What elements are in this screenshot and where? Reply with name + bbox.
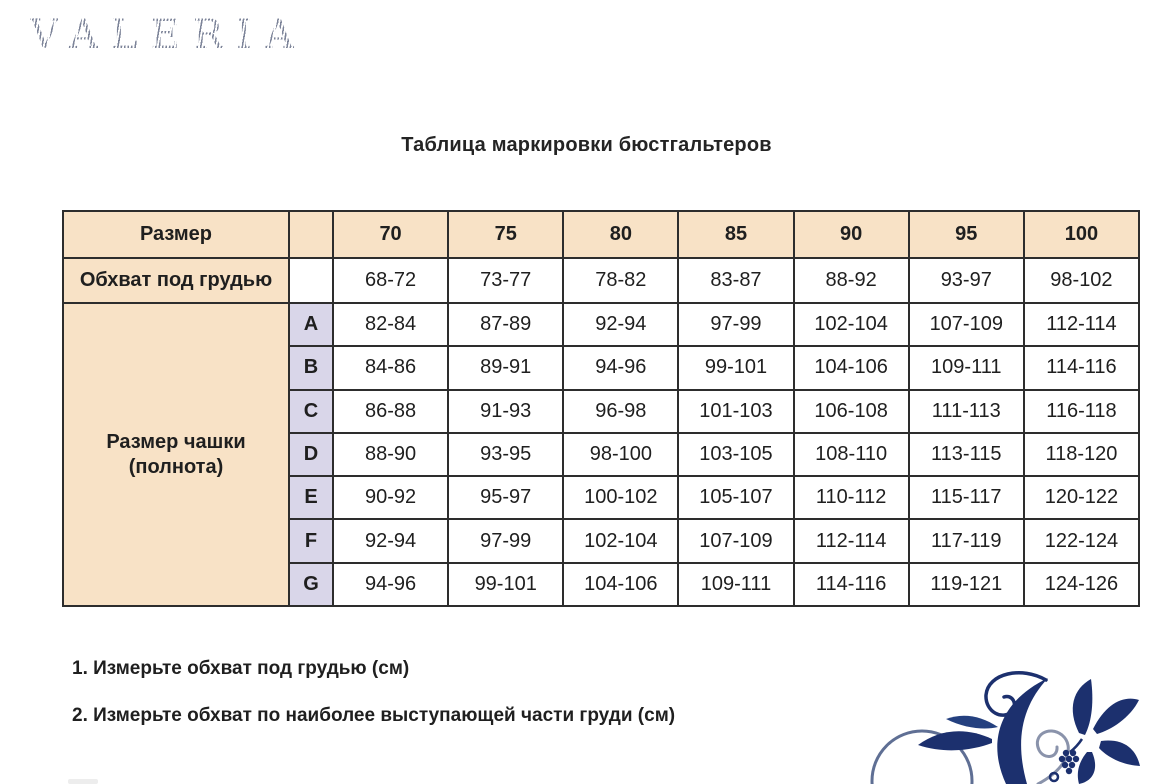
table-row-cup-A (63, 303, 1139, 346)
measurement-cell: 112-114 (794, 519, 909, 562)
underbust-cell: 78-82 (563, 258, 678, 303)
measurement-cell: 120-122 (1024, 476, 1139, 519)
measurement-cell: 104-106 (563, 563, 678, 606)
measurement-cell: 89-91 (448, 346, 563, 389)
measurement-cell: 114-116 (794, 563, 909, 606)
brand-logo: VALERIA (30, 12, 307, 58)
underbust-cell: 88-92 (794, 258, 909, 303)
measurement-cell: 108-110 (794, 433, 909, 476)
cup-letter-cell: B (289, 346, 333, 389)
measurement-cell: 86-88 (333, 390, 448, 433)
measurement-cell: 99-101 (678, 346, 793, 389)
measurement-cell: 92-94 (563, 303, 678, 346)
row-label-cup (63, 303, 289, 606)
measurement-cell: 98-100 (563, 433, 678, 476)
measurement-cell: 104-106 (794, 346, 909, 389)
empty-cell (289, 258, 333, 303)
size-chart-table (62, 210, 1140, 607)
cropped-text-artifact (68, 779, 98, 784)
measurement-cell: 113-115 (909, 433, 1024, 476)
size-column-header: 80 (563, 211, 678, 258)
measurement-cell: 94-96 (563, 346, 678, 389)
measurement-cell: 102-104 (794, 303, 909, 346)
measurement-cell: 110-112 (794, 476, 909, 519)
cup-letter-cell: G (289, 563, 333, 606)
measurement-cell: 105-107 (678, 476, 793, 519)
page-title: Таблица маркировки бюстгальтеров (401, 134, 772, 156)
cup-letter-cell: C (289, 390, 333, 433)
measurement-cell: 107-109 (678, 519, 793, 562)
measurement-cell: 109-111 (678, 563, 793, 606)
measurement-cell: 114-116 (1024, 346, 1139, 389)
measurement-cell: 96-98 (563, 390, 678, 433)
measurement-cell: 84-86 (333, 346, 448, 389)
measurement-cell: 92-94 (333, 519, 448, 562)
floral-ornament-icon (870, 669, 1140, 784)
underbust-cell: 73-77 (448, 258, 563, 303)
measurement-cell: 97-99 (448, 519, 563, 562)
measurement-cell: 103-105 (678, 433, 793, 476)
measurement-cell: 106-108 (794, 390, 909, 433)
measurement-instructions (72, 658, 675, 727)
size-column-header: 85 (678, 211, 793, 258)
measurement-cell: 101-103 (678, 390, 793, 433)
row-label-size: Размер (63, 211, 289, 258)
measurement-cell: 95-97 (448, 476, 563, 519)
table-row-size (63, 211, 1139, 258)
instruction-1: 1. Измерьте обхват под грудью (см) (72, 658, 410, 679)
measurement-cell: 102-104 (563, 519, 678, 562)
underbust-cell: 83-87 (678, 258, 793, 303)
instruction-2: 2. Измерьте обхват по наиболее выступающей части груди (см) (72, 705, 676, 726)
measurement-cell: 109-111 (909, 346, 1024, 389)
measurement-cell: 93-95 (448, 433, 563, 476)
cup-letter-cell: D (289, 433, 333, 476)
measurement-cell: 118-120 (1024, 433, 1139, 476)
size-column-header: 100 (1024, 211, 1139, 258)
cup-letter-cell: F (289, 519, 333, 562)
cup-letter-cell: A (289, 303, 333, 346)
size-column-header: 95 (909, 211, 1024, 258)
measurement-cell: 94-96 (333, 563, 448, 606)
measurement-cell: 119-121 (909, 563, 1024, 606)
measurement-cell: 124-126 (1024, 563, 1139, 606)
size-column-header: 75 (448, 211, 563, 258)
measurement-cell: 122-124 (1024, 519, 1139, 562)
measurement-cell: 91-93 (448, 390, 563, 433)
measurement-cell: 97-99 (678, 303, 793, 346)
size-column-header: 90 (794, 211, 909, 258)
measurement-cell: 111-113 (909, 390, 1024, 433)
underbust-cell: 93-97 (909, 258, 1024, 303)
size-column-header: 70 (333, 211, 448, 258)
measurement-cell: 87-89 (448, 303, 563, 346)
measurement-cell: 88-90 (333, 433, 448, 476)
measurement-cell: 82-84 (333, 303, 448, 346)
row-label-underbust: Обхват под грудью (63, 258, 289, 303)
measurement-cell: 107-109 (909, 303, 1024, 346)
measurement-cell: 99-101 (448, 563, 563, 606)
measurement-cell: 100-102 (563, 476, 678, 519)
cup-label-text: Размер чашки (полнота) (106, 430, 246, 478)
measurement-cell: 116-118 (1024, 390, 1139, 433)
corner-cell (289, 211, 333, 258)
measurement-cell: 115-117 (909, 476, 1024, 519)
cup-letter-cell: E (289, 476, 333, 519)
measurement-cell: 90-92 (333, 476, 448, 519)
table-row-underbust (63, 258, 1139, 303)
underbust-cell: 68-72 (333, 258, 448, 303)
measurement-cell: 112-114 (1024, 303, 1139, 346)
underbust-cell: 98-102 (1024, 258, 1139, 303)
measurement-cell: 117-119 (909, 519, 1024, 562)
